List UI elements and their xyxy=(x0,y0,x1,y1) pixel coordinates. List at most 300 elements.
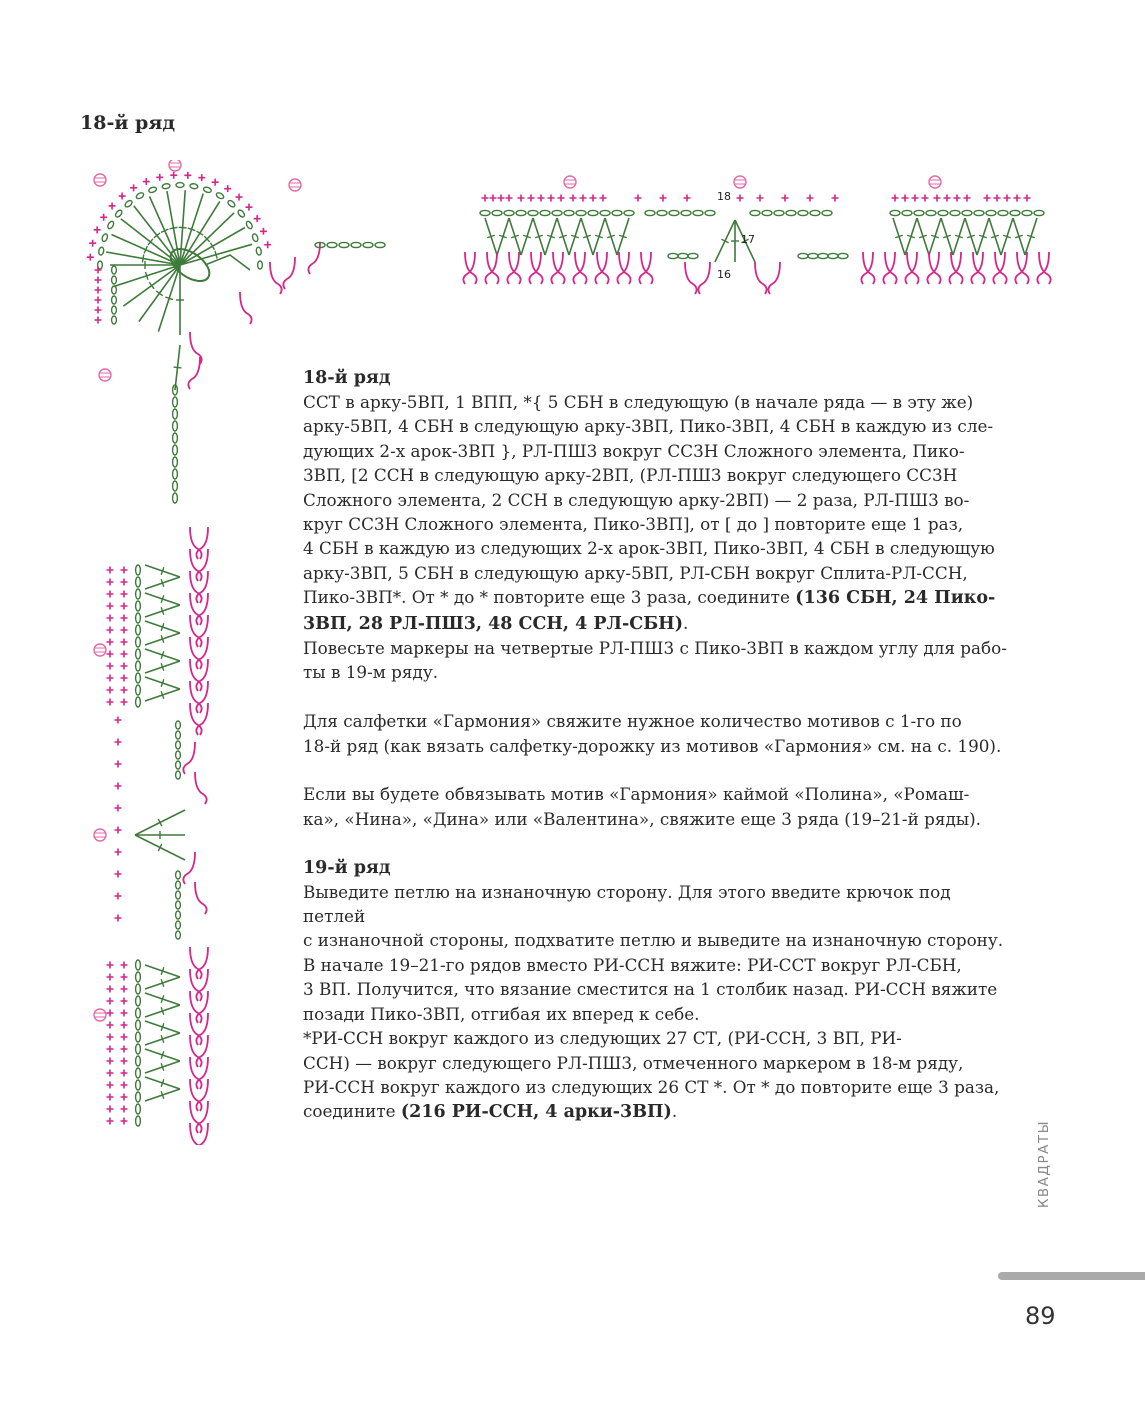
stitch-plus xyxy=(107,639,114,646)
stitch-plus xyxy=(95,267,102,274)
stitch-plus xyxy=(121,675,128,682)
stitch-plus xyxy=(121,1058,128,1065)
stitch-chain xyxy=(176,911,181,919)
stitch-plus xyxy=(506,195,513,202)
stitch-chain xyxy=(136,637,141,647)
row-label-18: 18 xyxy=(717,190,731,203)
stitch-plus xyxy=(94,226,101,233)
stitch-plus xyxy=(832,195,839,202)
stitch-chain xyxy=(1022,210,1032,215)
stitch-plus xyxy=(107,579,114,586)
stitch-hook xyxy=(240,292,252,324)
stitch-chain xyxy=(173,493,178,503)
page-header-title: 18-й ряд xyxy=(80,112,176,134)
stitch-chain xyxy=(176,881,181,889)
stitch-plus xyxy=(156,174,163,181)
stitch-chain xyxy=(986,210,996,215)
row18-line-12: ты в 19-м ряду. xyxy=(303,662,439,683)
stitch-tall-bar xyxy=(174,367,182,368)
stitch-plus xyxy=(984,195,991,202)
stitch-chain xyxy=(480,210,490,215)
stitch-chain xyxy=(750,210,760,215)
stitch-plus xyxy=(600,195,607,202)
stitch-picot xyxy=(734,176,746,188)
stitch-chain xyxy=(136,1068,141,1078)
stitch-plus xyxy=(107,663,114,670)
stitch-plus xyxy=(121,687,128,694)
stitch-plus xyxy=(121,1106,128,1113)
stitch-plus xyxy=(121,579,128,586)
stitch-chain xyxy=(588,210,598,215)
row18-line-9-text: Пико-3ВП*. От * до * повторите еще 3 раза, соедините xyxy=(303,587,796,608)
stitch-plus xyxy=(518,195,525,202)
stitch-chain xyxy=(252,233,259,242)
stitch-chain xyxy=(176,721,181,729)
stitch-chain xyxy=(645,210,655,215)
stitch-chain xyxy=(258,261,263,269)
stitch-chain xyxy=(375,242,385,247)
stitch-plus xyxy=(121,567,128,574)
stitch-chain xyxy=(237,209,246,218)
stitch-hook xyxy=(195,772,207,804)
stitch-chain xyxy=(176,871,181,879)
stitch-plus xyxy=(107,1094,114,1101)
stitch-plus xyxy=(121,1046,128,1053)
row19-title: 19-й ряд xyxy=(303,857,391,878)
stitch-hook xyxy=(183,852,195,884)
stitch-tall-bar xyxy=(179,227,187,228)
stitch-chain xyxy=(98,247,104,256)
stitch-chain xyxy=(176,731,181,739)
stitch-plus xyxy=(807,195,814,202)
stitch-chain xyxy=(136,1032,141,1042)
stitch-plus xyxy=(994,195,1001,202)
stitch-chain xyxy=(786,210,796,215)
stitch-plus xyxy=(115,783,122,790)
stitch-plus xyxy=(944,195,951,202)
row19-line-9 xyxy=(303,1099,1013,1124)
stitch-plus xyxy=(115,893,122,900)
row18-line-3: дующих 2-х арок-3ВП }, РЛ-ПШ3 вокруг СС3Н Сложного элемента, Пико- xyxy=(303,440,965,461)
stitch-plus xyxy=(737,195,744,202)
stitch-chain xyxy=(540,210,550,215)
stitch-plus xyxy=(107,651,114,658)
stitch-picot xyxy=(99,369,111,381)
instructions-text xyxy=(303,366,1013,1125)
stitch-chain xyxy=(136,1020,141,1030)
stitch-chain xyxy=(173,481,178,491)
stitch-chain xyxy=(176,761,181,769)
stitch-plus xyxy=(538,195,545,202)
row18-line-8: арку-3ВП, 5 СБН в следующую арку-5ВП, РЛ-СБН вокруг Сплита-РЛ-ССН, xyxy=(303,562,968,583)
stitch-chain xyxy=(173,433,178,443)
stitch-chain xyxy=(668,253,678,258)
stitch-plus xyxy=(121,699,128,706)
stitch-chain xyxy=(136,565,141,575)
stitch-chain xyxy=(528,210,538,215)
stitch-plus xyxy=(236,194,243,201)
stitch-plus xyxy=(107,962,114,969)
stitch-chain xyxy=(950,210,960,215)
stitch-plus xyxy=(107,627,114,634)
row19-line-3: В начале 19–21-го рядов вместо РИ-ССН вяжите: РИ-ССТ вокруг РЛ-СБН, xyxy=(303,954,962,975)
stitch-hook xyxy=(190,1123,202,1145)
stitch-plus xyxy=(107,1034,114,1041)
stitch-plus xyxy=(95,287,102,294)
row18-line-10 xyxy=(303,611,1013,636)
stitch-plus xyxy=(121,1118,128,1125)
stitch-chain xyxy=(176,751,181,759)
stitch-hook xyxy=(755,262,767,294)
stitch-plus xyxy=(95,297,102,304)
stitch-plus xyxy=(684,195,691,202)
stitch-hook xyxy=(195,882,207,914)
stitch-chain xyxy=(112,276,117,284)
stitch-hook xyxy=(183,742,195,774)
stitch-chain xyxy=(112,306,117,314)
stitch-chain xyxy=(890,210,900,215)
stitch-plus xyxy=(115,871,122,878)
stitch-chain xyxy=(112,296,117,304)
stitch-chain xyxy=(176,931,181,939)
stitch-picot xyxy=(94,1009,106,1021)
stitch-chain xyxy=(339,242,349,247)
stitch-chain xyxy=(351,242,361,247)
stitch-plus xyxy=(782,195,789,202)
stitch-chain xyxy=(136,601,141,611)
stitch-plus xyxy=(121,1010,128,1017)
stitch-chain xyxy=(256,247,262,256)
row18-line-2: арку-5ВП, 4 СБН в следующую арку-3ВП, Пико-3ВП, 4 СБН в каждую из сле- xyxy=(303,416,994,437)
para2-line-1: Для салфетки «Гармония» свяжите нужное количество мотивов с 1-го по xyxy=(303,711,962,732)
stitch-picot xyxy=(564,176,576,188)
stitch-plus xyxy=(264,241,271,248)
stitch-plus xyxy=(1024,195,1031,202)
row18-line-7: 4 СБН в каждую из следующих 2-х арок-3ВП, Пико-3ВП, 4 СБН в следующую xyxy=(303,538,995,559)
stitch-plus xyxy=(107,615,114,622)
stitch-picot xyxy=(94,174,106,186)
stitch-plus xyxy=(143,178,150,185)
stitch-chain xyxy=(136,589,141,599)
stitch-plus xyxy=(107,1058,114,1065)
stitch-chain xyxy=(176,183,184,188)
stitch-plus xyxy=(115,805,122,812)
stitch-plus xyxy=(121,1082,128,1089)
stitch-plus xyxy=(245,204,252,211)
row18-total-part2: 3ВП, 28 РЛ-ПШ3, 48 ССН, 4 РЛ-СБН) xyxy=(303,613,683,634)
stitch-chain xyxy=(327,242,337,247)
stitch-plus xyxy=(95,307,102,314)
stitch-chain xyxy=(136,1104,141,1114)
stitch-chain xyxy=(136,972,141,982)
stitch-chain xyxy=(136,984,141,994)
stitch-chain xyxy=(492,210,502,215)
stitch-chain xyxy=(112,316,117,324)
stitch-plus xyxy=(892,195,899,202)
stitch-chain xyxy=(173,409,178,419)
stitch-chain xyxy=(552,210,562,215)
stitch-chain xyxy=(136,613,141,623)
stitch-plus xyxy=(121,591,128,598)
section-tab-bar xyxy=(998,1272,1145,1280)
row18-line-4: 3ВП, [2 ССН в следующую арку-2ВП, (РЛ-ПШ3 вокруг следующего СС3Н xyxy=(303,465,958,486)
stitch-chain xyxy=(624,210,634,215)
stitch-plus xyxy=(115,761,122,768)
stitch-chain xyxy=(998,210,1008,215)
stitch-plus xyxy=(121,1070,128,1077)
stitch-chain xyxy=(136,1080,141,1090)
stitch-chain xyxy=(657,210,667,215)
stitch-chain xyxy=(974,210,984,215)
stitch-plus xyxy=(954,195,961,202)
stitch-plus xyxy=(660,195,667,202)
stitch-chain xyxy=(136,1116,141,1126)
stitch-plus xyxy=(912,195,919,202)
row19-line-6: *РИ-ССН вокруг каждого из следующих 27 СТ, (РИ-ССН, 3 ВП, РИ- xyxy=(303,1028,902,1049)
stitch-chain xyxy=(176,771,181,779)
row18-line-1: СCТ в арку-5ВП, 1 ВПП, *{ 5 СБН в следующую (в начале ряда — в эту же) xyxy=(303,392,974,412)
stitch-chain xyxy=(828,253,838,258)
stitch-chain xyxy=(600,210,610,215)
row19-last-end: . xyxy=(671,1101,678,1122)
stitch-hook xyxy=(196,1123,208,1145)
stitch-chain xyxy=(693,210,703,215)
stitch-plus xyxy=(121,651,128,658)
stitch-plus xyxy=(934,195,941,202)
stitch-hook xyxy=(308,242,320,274)
stitch-chain xyxy=(124,199,133,208)
stitch-plus xyxy=(121,639,128,646)
stitch-plus xyxy=(87,254,94,261)
stitch-chain xyxy=(136,673,141,683)
row18-line-5: Сложного элемента, 2 ССН в следующую арку-2ВП) — 2 раза, РЛ-ПШ3 во- xyxy=(303,489,970,510)
stitch-plus xyxy=(121,1034,128,1041)
stitch-hook xyxy=(270,262,282,294)
stitch-plus xyxy=(107,687,114,694)
row19-line-1: Выведите петлю на изнаночную сторону. Для этого введите крючок под петлей xyxy=(303,881,951,927)
stitch-plus xyxy=(115,739,122,746)
stitch-plus xyxy=(107,974,114,981)
stitch-chain xyxy=(762,210,772,215)
stitch-chain xyxy=(504,210,514,215)
stitch-chain xyxy=(136,1056,141,1066)
stitch-plus xyxy=(107,1010,114,1017)
para3-line-1: Если вы будете обвязывать мотив «Гармония» каймой «Полина», «Ромаш- xyxy=(303,784,970,805)
stitch-chain xyxy=(136,960,141,970)
stitch-chain xyxy=(176,921,181,929)
stitch-plus xyxy=(198,174,205,181)
stitch-chain xyxy=(173,457,178,467)
stitch-plus xyxy=(115,915,122,922)
stitch-chain xyxy=(810,210,820,215)
stitch-plus xyxy=(902,195,909,202)
stitch-plus xyxy=(558,195,565,202)
stitch-chain xyxy=(914,210,924,215)
stitch-chain xyxy=(576,210,586,215)
stitch-plus xyxy=(107,1106,114,1113)
stitch-chain xyxy=(926,210,936,215)
stitch-tall-bar xyxy=(142,255,143,263)
stitch-chain xyxy=(516,210,526,215)
stitch-chain xyxy=(173,421,178,431)
stitch-chain xyxy=(1034,210,1044,215)
stitch-chain xyxy=(678,253,688,258)
stitch-plus xyxy=(115,827,122,834)
stitch-plus xyxy=(580,195,587,202)
stitch-plus xyxy=(121,1022,128,1029)
stitch-chain xyxy=(101,233,108,242)
stitch-plus xyxy=(482,195,489,202)
row19-line-7: ССН) — вокруг следующего РЛ-ПШ3, отмеченного маркером в 18-м ряду, xyxy=(303,1052,964,1073)
stitch-chain xyxy=(669,210,679,215)
row-label-16: 16 xyxy=(717,268,731,281)
stitch-plus xyxy=(107,1070,114,1077)
section-label-text: КВАДРАТЫ xyxy=(1036,1120,1052,1209)
stitch-chain xyxy=(107,220,115,229)
stitch-chain xyxy=(215,192,224,200)
stitch-plus xyxy=(254,215,261,222)
para2-line-2: 18-й ряд (как вязать салфетку-дорожку из мотивов «Гармония» см. на с. 190). xyxy=(303,735,1002,756)
stitch-plus xyxy=(121,962,128,969)
stitch-plus xyxy=(115,849,122,856)
stitch-tall-bar xyxy=(170,227,178,228)
stitch-chain xyxy=(962,210,972,215)
stitch-hook xyxy=(283,257,295,289)
stitch-chain xyxy=(808,253,818,258)
stitch-chain xyxy=(363,242,373,247)
stitch-plus xyxy=(121,615,128,622)
stitch-plus xyxy=(107,675,114,682)
stitch-plus xyxy=(548,195,555,202)
stitch-hook xyxy=(698,262,710,294)
row18-line-11: Повесьте маркеры на четвертые РЛ-ПШ3 с Пико-3ВП в каждом углу для рабо- xyxy=(303,638,1007,659)
stitch-plus xyxy=(95,317,102,324)
stitch-plus xyxy=(570,195,577,202)
stitch-plus xyxy=(107,1022,114,1029)
stitch-plus xyxy=(100,214,107,221)
stitch-chain xyxy=(203,186,212,193)
stitch-chain xyxy=(162,183,171,189)
stitch-chain xyxy=(612,210,622,215)
stitch-chain xyxy=(176,901,181,909)
stitch-plus xyxy=(121,603,128,610)
stitch-plus xyxy=(528,195,535,202)
stitch-chain xyxy=(774,210,784,215)
row18-line-9 xyxy=(303,585,1013,610)
stitch-plus xyxy=(107,603,114,610)
stitch-chain xyxy=(136,649,141,659)
stitch-chain xyxy=(938,210,948,215)
stitch-plus xyxy=(224,185,231,192)
corner-arm xyxy=(205,255,250,270)
stitch-plus xyxy=(121,1094,128,1101)
side-strip-diagram xyxy=(90,525,230,1145)
stitch-chain xyxy=(148,186,157,193)
stitch-hook xyxy=(768,262,780,294)
stitch-plus xyxy=(115,717,122,724)
stitch-chain xyxy=(681,210,691,215)
stitch-plus xyxy=(1004,195,1011,202)
page-number: 89 xyxy=(1025,1302,1056,1330)
para3-line-2: ка», «Нина», «Дина» или «Валентина», свяжите еще 3 ряда (19–21-й ряды). xyxy=(303,808,982,829)
stitch-plus xyxy=(107,567,114,574)
stitch-chain xyxy=(176,741,181,749)
stitch-chain xyxy=(136,1092,141,1102)
stitch-chain xyxy=(136,1044,141,1054)
stitch-plus xyxy=(107,998,114,1005)
stitch-plus xyxy=(121,974,128,981)
stitch-chain xyxy=(564,210,574,215)
stitch-tall-bar xyxy=(156,291,162,296)
stitch-plus xyxy=(130,184,137,191)
row18-line-6: круг СС3Н Сложного элемента, Пико-3ВП], от [ до ] повторите еще 1 раз, xyxy=(303,514,964,535)
row18-line-10-end: . xyxy=(682,612,689,633)
stitch-plus xyxy=(212,179,219,186)
section-label xyxy=(1036,1120,1066,1260)
stitch-chain xyxy=(798,253,808,258)
stitch-chain xyxy=(822,210,832,215)
stitch-plus xyxy=(107,699,114,706)
stitch-plus xyxy=(95,277,102,284)
stitch-chain xyxy=(798,210,808,215)
stitch-plus xyxy=(590,195,597,202)
row19-line-2: с изнаночной стороны, подхватите петлю и выведите на изнаночную сторону. xyxy=(303,930,1004,951)
stitch-hook xyxy=(188,357,200,389)
stitch-chain xyxy=(176,891,181,899)
stitch-plus xyxy=(107,1046,114,1053)
stitch-plus xyxy=(107,1118,114,1125)
stitch-plus xyxy=(107,1082,114,1089)
stitch-picot xyxy=(94,644,106,656)
stitch-plus xyxy=(1014,195,1021,202)
row-label-17: 17 xyxy=(741,233,755,246)
stitch-picot xyxy=(289,179,301,191)
top-strip-diagram xyxy=(455,170,1065,310)
stitch-chain xyxy=(136,1008,141,1018)
row19-line-4: 3 ВП. Получится, что вязание сместится на 1 столбик назад. РИ-ССН вяжите xyxy=(303,979,998,1000)
stitch-picot xyxy=(94,829,106,841)
stitch-chain xyxy=(135,192,144,200)
stitch-plus xyxy=(184,172,191,179)
stitch-picot xyxy=(929,176,941,188)
stitch-chain xyxy=(902,210,912,215)
stitch-chain xyxy=(114,209,123,218)
stitch-plus xyxy=(170,172,177,179)
stitch-plus xyxy=(922,195,929,202)
stitch-chain xyxy=(136,996,141,1006)
stitch-plus xyxy=(635,195,642,202)
stitch-plus xyxy=(121,663,128,670)
stitch-plus xyxy=(964,195,971,202)
row19-total: (216 РИ-ССН, 4 арки-3ВП) xyxy=(400,1102,672,1123)
stitch-chain xyxy=(173,397,178,407)
stitch-chain xyxy=(688,253,698,258)
stitch-chain xyxy=(173,469,178,479)
stitch-chain xyxy=(136,661,141,671)
stitch-plus xyxy=(498,195,505,202)
row18-title: 18-й ряд xyxy=(303,368,391,388)
stitch-chain xyxy=(136,685,141,695)
stitch-plus xyxy=(119,193,126,200)
stitch-plus xyxy=(121,986,128,993)
stitch-chain xyxy=(136,577,141,587)
stitch-chain xyxy=(227,199,236,208)
stitch-chain xyxy=(818,253,828,258)
row18-total-part1: (136 СБН, 24 Пико- xyxy=(795,588,996,609)
stitch-tall-bar xyxy=(149,282,154,288)
stitch-picot xyxy=(169,160,181,171)
stitch-chain xyxy=(190,183,199,189)
